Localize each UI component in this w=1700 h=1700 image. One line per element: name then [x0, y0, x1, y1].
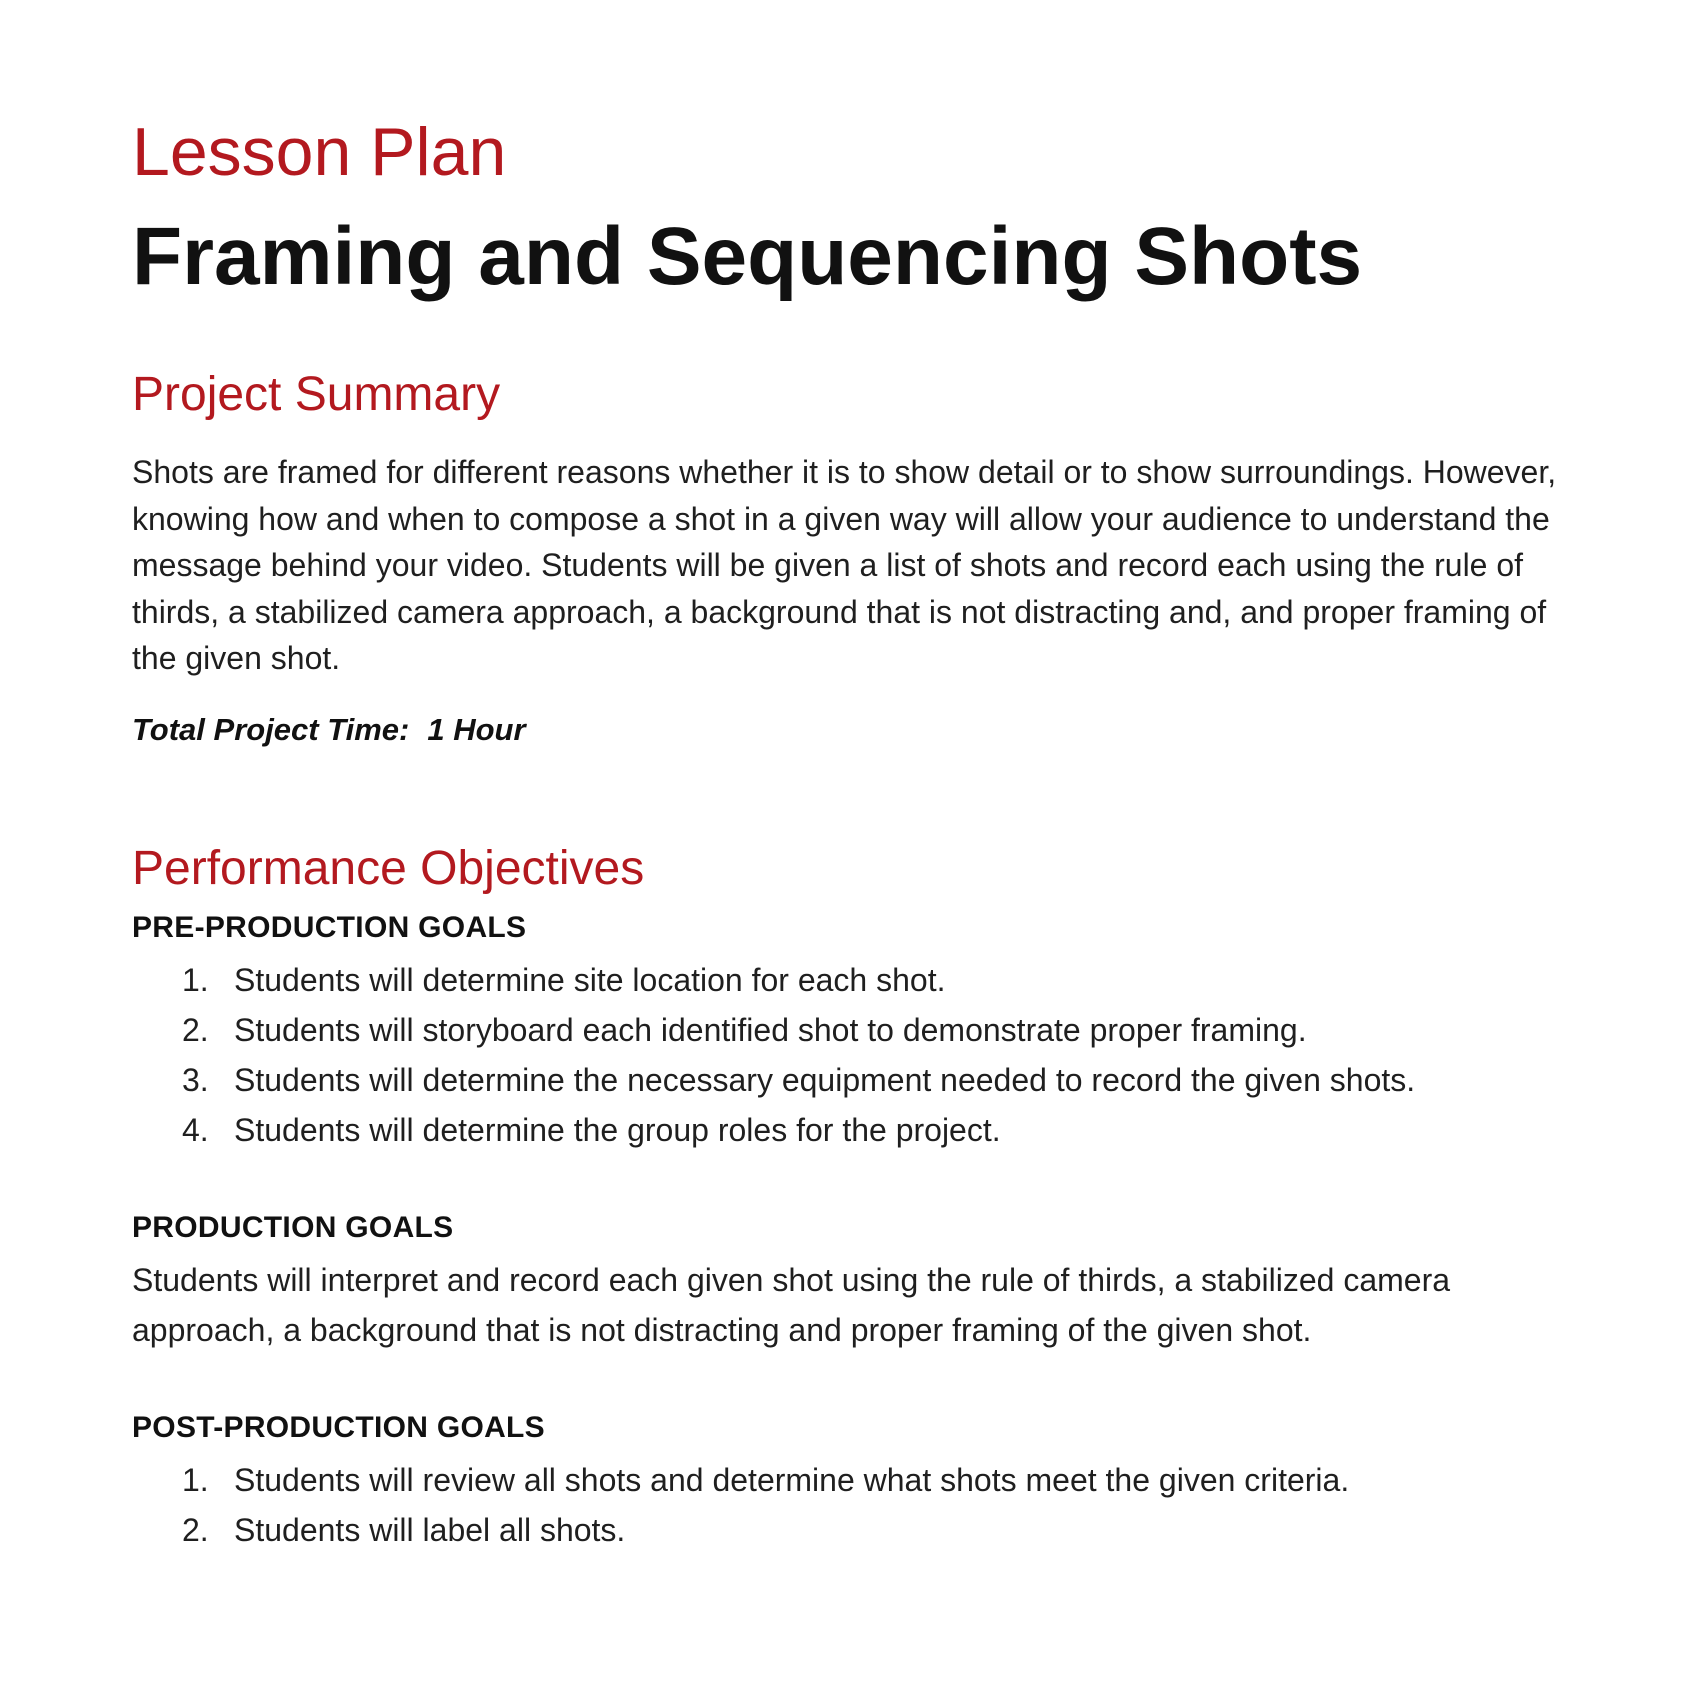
document-title: Framing and Sequencing Shots — [132, 211, 1363, 302]
list-item-text: Students will label all shots. — [234, 1511, 626, 1548]
list-item-text: Students will storyboard each identified shot to demonstrate proper framing. — [234, 1011, 1307, 1048]
list-item — [132, 1455, 1572, 1505]
list-item-text: Students will determine the group roles for the project. — [234, 1111, 1001, 1148]
project-summary-heading: Project Summary — [132, 368, 501, 421]
pre-production-heading: PRE-PRODUCTION GOALS — [132, 910, 527, 944]
production-heading: PRODUCTION GOALS — [132, 1210, 454, 1244]
production-paragraph: Students will interpret and record each given shot using the rule of thirds, a stabilized camera approach, a background that is not distracting and proper framing of the given shot. — [132, 1261, 1451, 1348]
total-time-value: 1 Hour — [427, 711, 526, 747]
project-summary-paragraph: Shots are framed for different reasons whether it is to show detail or to show surroundings. However, knowing how and when to compose a shot in a given way will allow your audience to understand the message behind your video. Students will be given a list of shots and record each using the rule of thirds, a stabilized camera approach, a background that is not distracting and, and proper framing of the given shot. — [132, 454, 1557, 676]
performance-objectives-heading: Performance Objectives — [132, 841, 645, 895]
list-item-text: Students will determine site location for each shot. — [234, 961, 946, 998]
list-item-number: 3. — [182, 1061, 209, 1098]
list-item-number: 2. — [182, 1511, 209, 1548]
pre-production-list — [132, 955, 1572, 1155]
list-item — [132, 1105, 1572, 1155]
list-item-number: 2. — [182, 1011, 209, 1048]
list-item-text: Students will review all shots and determine what shots meet the given criteria. — [234, 1461, 1350, 1498]
post-production-heading: POST-PRODUCTION GOALS — [132, 1410, 545, 1444]
list-item — [132, 1505, 1572, 1555]
total-project-time — [132, 711, 1572, 747]
document-kicker: Lesson Plan — [132, 114, 507, 190]
list-item — [132, 1055, 1572, 1105]
list-item-number: 1. — [182, 1461, 209, 1498]
list-item — [132, 955, 1572, 1005]
post-production-list — [132, 1455, 1572, 1555]
list-item-number: 1. — [182, 961, 209, 998]
total-time-label: Total Project Time: — [132, 711, 410, 747]
document-page — [132, 114, 1572, 1555]
list-item — [132, 1005, 1572, 1055]
list-item-number: 4. — [182, 1111, 209, 1148]
list-item-text: Students will determine the necessary equipment needed to record the given shots. — [234, 1061, 1416, 1098]
